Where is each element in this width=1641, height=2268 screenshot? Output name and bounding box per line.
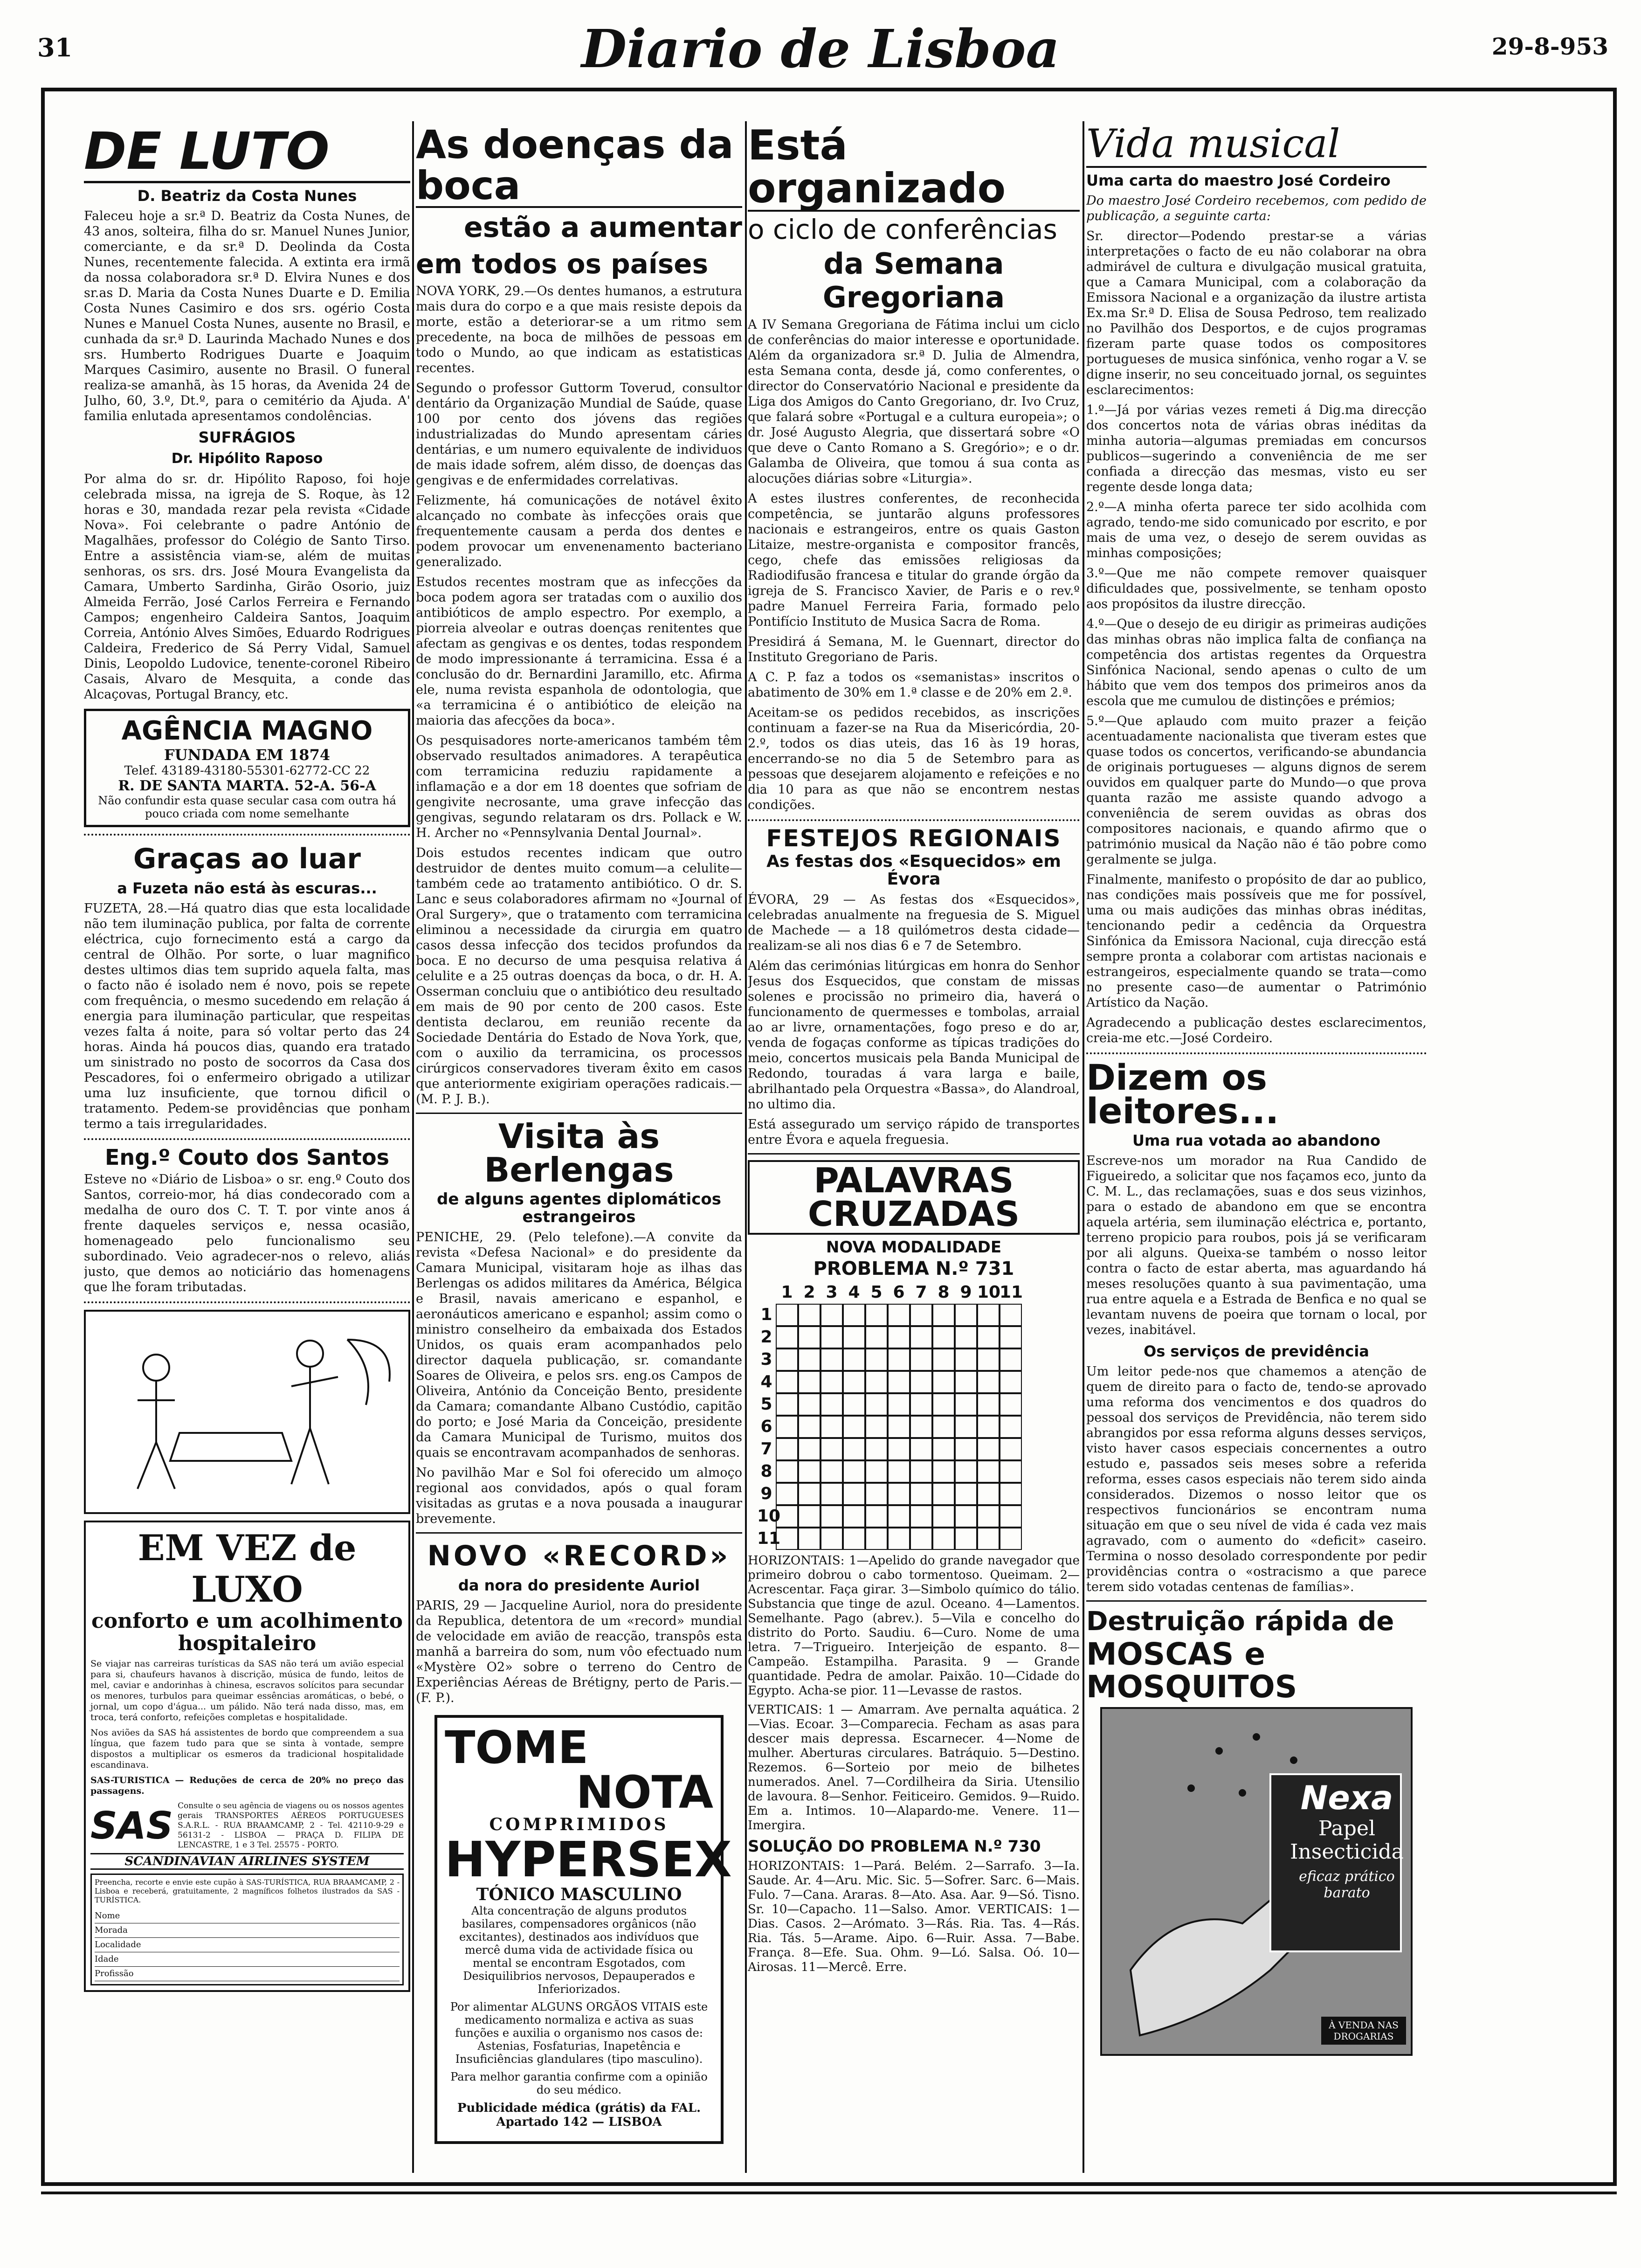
grid-cell[interactable] [932,1528,955,1550]
ad-nota: NOTA [576,1766,713,1819]
solution-heading: SOLUÇÃO DO PROBLEMA N.º 730 [748,1837,1041,1856]
grid-cell[interactable] [888,1371,910,1393]
grid-cell[interactable] [798,1528,820,1550]
gracas-text: FUZETA, 28.—Há quatro dias que esta localidade não tem iluminação publica, por falta de corrente eléctrica, cujo fornecimento está a cargo da central de Olhão. Por sorte, o luar magnifico destes ultimos dias tem suprido aquela falta, mas o facto não é isolado nem é novo, pois se repete com frequência, o mesmo sucedendo em relação á energia para iluminação particular, que respeitas vezes falta á noite, para só voltar perto das 24 horas. Ainda há poucos dias, quando era tratado um sinistrado no posto de socorros da Casa dos Pescadores, foi o enfermeiro obrigado a utilizar uma luz insuficiente, que tornou dificil o tratamento. Pedem-se providências que ponham termo a tais irregularidades. [84,901,410,1131]
vida-musical-paragraph: Agradecendo a publicação destes esclarecimentos, creia-me etc.—José Cordeiro. [1086,1016,1427,1045]
grid-cell[interactable] [776,1393,798,1416]
grid-column-number: 4 [848,1283,860,1302]
grid-cell[interactable] [798,1483,820,1505]
grid-cell[interactable] [865,1326,888,1348]
sas-subheadline: conforto e um acolhimento hospitaleiro [91,1609,403,1655]
grid-cell[interactable] [977,1460,1000,1483]
grid-row-number: 5 [760,1395,772,1414]
agencia-phone: Telef. 43189-43180-55301-62772-CC 22 [124,764,370,778]
grid-cell[interactable] [910,1348,932,1371]
crossword-horizontal-clues: HORIZONTAIS: 1—Apelido do grande navegador que primeiro dobrou o cabo tormentoso. Queimam. 2—Acrescentar. Faça girar. 3—Simbolo químico do tálio. Substancia que tinge de azul. Oceano. 4—Lamentos. Semelhante. Pago (abrev.). 5—Vila e concelho do distrito do Porto. Saudiu. 6—Curo. Nome de uma letra. 7—Trigueiro. Interjeição de espanto. 8—Campeão. Estampilha. Parasita. 9 — Grande quantidade. Pedra de amolar. Paixão. 10—Cidade do Egypto. Acha-se pior. 11—Levasse de rastos. [748,1554,1080,1698]
grid-column-number: 2 [803,1283,815,1302]
grid-row-number: 10 [757,1507,781,1526]
grid-cell[interactable] [776,1348,798,1371]
rua-heading: Uma rua votada ao abandono [1132,1132,1380,1149]
grid-cell[interactable] [798,1326,820,1348]
nexa-headline-2: MOSCAS e MOSQUITOS [1086,1636,1297,1705]
previdencia-text: Um leitor pede-nos que chamemos a atenção de quem de direito para o facto de, tendo-se aprovado uma reforma dos vencimentos e dos quadros do pessoal dos serviços de Previdência, não terem sido abrangidos por essa reforma alguns desses serviços, visto haver casos especiais concernentes a outro estudo e, passados seis meses sobre a referida reforma, esses casos especiais não terem sido ainda considerados. Dizemos o nosso leitor que os respectivos funcionários se encontram numa situação em que o seu nível de vida é cada vez mais agravado, com o aumento do «deficit» caseiro. Termina o nosso desolado correspondente por pedir providências contra o «ostracismo a que parece terem sido votadas centenas de famílias». [1086,1364,1427,1594]
grid-cell[interactable] [798,1371,820,1393]
column-divider [412,121,414,2173]
festejos-subheading: As festas dos «Esquecidos» em Évora [766,852,1061,889]
grid-cell[interactable] [820,1326,843,1348]
coupon-field-age[interactable]: Idade [95,1952,400,1967]
doencas-paragraph: NOVA YORK, 29.—Os dentes humanos, a estrutura mais dura do corpo e a que mais resiste depois da morte, estão a deteriorar-se a um ritmo sem precedente, na boca de milhões de pessoas em todo o Mundo, ao que indicam as estatisticas recentes. [416,284,742,375]
grid-cell[interactable] [910,1483,932,1505]
luto-text: Faleceu hoje a sr.ª D. Beatriz da Costa Nunes, de 43 anos, solteira, filha do sr. Manuel Nunes Junior, comerciante, e da sr.ª D. Deolinda da Costa Nunes, recentemente falecida. A extinta era irmã da nossa colaboradora sr.ª D. Elvira Nunes e dos sr.as D. Maria da Costa Nunes Duarte e D. Emilia Costa Nunes Casimiro e dos srs. ogério Costa Nunes e Manuel Costa Nunes, ausente no Brasil, e cunhada da sr.ª D. Laurinda Machado Nunes e dos srs. Humberto Rodrigues Duarte e Joaquim Marques Casimiro, ausente no Brasil. O funeral realiza-se amanhã, às 15 horas, da Avenida 24 de Julho, 60, 3.º, Dt.º, para o cemitério da Ajuda. A' familia enlutada apresentamos condolências. [84,209,410,423]
sas-logo: SAS [90,1804,173,1847]
grid-cell[interactable] [955,1528,977,1550]
luto-heading: DE LUTO [84,121,410,183]
doencas-heading-3: em todos os países [416,248,709,280]
grid-cell[interactable] [820,1416,843,1438]
newspaper-masthead: Diario de Lisboa [581,19,1060,80]
vida-musical-paragraph: 3.º—Que me não compete remover quaisquer dificuldades que, possivelmente, se tenham oposto aos propósitos da ilustre direcção. [1086,566,1427,611]
grid-cell[interactable] [955,1505,977,1528]
grid-cell[interactable] [888,1304,910,1326]
grid-cell[interactable] [977,1304,1000,1326]
doencas-paragraph: Felizmente, há comunicações de notável êxito alcançado no combate às infecções orais que frequentemente causam a perda dos dentes e podem provocar um envenenamento bacteriano generalizado. [416,493,742,569]
vida-musical-paragraph: 1.º—Já por várias vezes remeti á Dig.ma direcção dos concertos nota de várias obras inéditas da minha autoria—algumas premiadas em concursos publicos—sugerindo a conveniência de me ser confiada a direcção das mesmas, visto eu ser regente desde longa data; [1086,403,1427,494]
grid-cell[interactable] [1000,1460,1022,1483]
semana-paragraph: A C. P. faz a todos os «semanistas» inscritos o abatimento de 30% em 1.ª classe e de 20% em 2.ª. [748,670,1080,700]
issue-date: 29-8-953 [1491,33,1608,60]
grid-cell[interactable] [776,1416,798,1438]
grid-cell[interactable] [776,1438,798,1460]
coupon-field-locality[interactable]: Localidade [95,1938,400,1952]
grid-cell[interactable] [820,1348,843,1371]
gracas-heading: Graças ao luar [133,843,361,875]
grid-cell[interactable] [820,1505,843,1528]
grid-cell[interactable] [1000,1528,1022,1550]
sufragios-heading: SUFRÁGIOS [198,429,296,446]
divider [748,1153,1080,1155]
record-subheading: da nora do presidente Auriol [458,1577,700,1594]
sufragios-text: Por alma do sr. dr. Hipólito Raposo, foi hoje celebrada missa, na igreja de S. Roque, às 12 horas e 30, mandada rezar pela revista «Cidade Nova». Foi celebrante o padre António de Magalhães, professor do Colégio de Santo Tirso. Entre a assistência viam-se, além de muitas senhoras, os srs. drs. José Moura Evangelista da Camara, Umberto Sardinha, Girão Osorio, juiz Almeida Ferrão, José Carlos Ferreira e Fernando Campos; engenheiro Caldeira Santos, Joaquim Correia, António Alves Simões, Eduardo Rodrigues Caldeira, Frederico de Sá Perry Vidal, Samuel Dinis, Leopoldo Ludovice, tenente-coronel Ribeiro Casais, Alvaro de Mesquita, a conde das Alcaçovas, Portugal Brancy, etc. [84,472,410,702]
nexa-sale: À VENDA NAS DROGARIAS [1321,2017,1406,2045]
grid-cell[interactable] [1000,1393,1022,1416]
grid-cell[interactable] [843,1371,865,1393]
column-divider [745,121,747,2173]
ad-text-4: Publicidade médica (grátis) da FAL. Apartado 142 — LISBOA [457,2101,701,2129]
vida-musical-heading: Vida musical [1086,121,1427,168]
divider [84,1301,410,1303]
grid-cell[interactable] [843,1460,865,1483]
grid-cell[interactable] [888,1326,910,1348]
hypersex-ad [434,1715,732,2144]
berlengas-paragraph: PENICHE, 29. (Pelo telefone).—A convite da revista «Defesa Nacional» e do presidente da Camara Municipal, visitaram hoje as ilhas das Berlengas os adidos militares da América, Bélgica e Brasil, navais americano e espanhol, e aeronáuticos americano e espanhol; assim como o ministro conselheiro da embaixada dos Estados Unidos, os quais eram acompanhados pelo director daquela publicação, sr. comandante Soares de Oliveira, e pelos srs. eng.os Campos de Oliveira, António da Conceição Bento, presidente da Camara; comandante Albano Custódio, capitão do porto; e José Maria da Conceição, presidente da Camara Municipal de Turismo, muitos dos quais se encontravam acompanhados de senhoras. [416,1230,742,1460]
grid-cell[interactable] [955,1460,977,1483]
grid-cell[interactable] [1000,1505,1022,1528]
grid-cell[interactable] [776,1304,798,1326]
divider [1086,1052,1427,1054]
grid-cell[interactable] [932,1304,955,1326]
grid-cell[interactable] [820,1438,843,1460]
grid-cell[interactable] [843,1393,865,1416]
crossword-vertical-clues: VERTICAIS: 1 — Amarram. Ave pernalta aquática. 2—Vias. Ecoar. 3—Comparecia. Fecham as asas para descer mais depressa. Escarnecer. 4—Nome de mulher. Aberturas circulares. Batráquio. 5—Destino. Rezemos. 6—Sorteio por meio de bilhetes numerados. Anel. 7—Cordilheira da Siria. Utensilio de lavoura. 8—Senhor. Feiticeiro. Gemidos. 9—Ruido. Em a. Intimos. 10—Alapardo-me. Venere. 11—Imergira. [748,1703,1080,1832]
sas-ad [84,1521,410,1992]
page-number: 31 [37,33,73,62]
doencas-paragraph: Estudos recentes mostram que as infecções da boca podem agora ser tratadas com o auxilio dos antibióticos de amplo espectro. Por exemplo, a piorreia alveolar e outras doenças renitentes que afectam as gengivas e os dentes, todas respondem de modo impressionante á terramicina. Essa é a conclusão do dr. Bernardini Jaramillo, etc. Afirma ele, numa revista espanhola de odontologia, que «a terramicina é o antibiótico de eleição na maioria das afecções da boca». [416,575,742,728]
grid-cell[interactable] [776,1371,798,1393]
grid-cell[interactable] [798,1460,820,1483]
grid-cell[interactable] [1000,1416,1022,1438]
column-1 [84,121,410,2173]
grid-cell[interactable] [955,1304,977,1326]
grid-cell[interactable] [865,1483,888,1505]
grid-cell[interactable] [888,1348,910,1371]
grid-cell[interactable] [955,1393,977,1416]
record-text: PARIS, 29 — Jacqueline Auriol, nora do presidente da Republica, detentora de um «record» mundial de velocidade em avião de reacção, transpôs esta manhã a barreira do som, num vôo efectuado num «Mystère O2» sobre o terreno do Centro de Experiências Aéreas de Brétigny, perto de Paris.—(F. P.). [416,1598,742,1705]
grid-cell[interactable] [955,1326,977,1348]
grid-cell[interactable] [776,1326,798,1348]
grid-cell[interactable] [1000,1483,1022,1505]
grid-cell[interactable] [1000,1304,1022,1326]
crossword-heading: PALAVRAS CRUZADAS [748,1160,1080,1235]
grid-cell[interactable] [798,1304,820,1326]
grid-cell[interactable] [932,1326,955,1348]
grid-column-number: 5 [870,1283,883,1302]
grid-row-number: 3 [760,1350,772,1369]
grid-cell[interactable] [977,1393,1000,1416]
grid-column-number: 10 [977,1283,1001,1302]
grid-cell[interactable] [865,1348,888,1371]
sas-coupon-text: Preencha, recorte e envie este cupão à SAS-TURÍSTICA, RUA BRAAMCAMP, 2 - Lisboa e receberá, gratuitamente, 2 magníficos folhetos ilustrados da SAS - TURÍSTICA. [95,1878,400,1904]
ad-brand: HYPERSEX [445,1831,732,1888]
grid-cell[interactable] [888,1483,910,1505]
grid-cell[interactable] [910,1416,932,1438]
festejos-heading: FESTEJOS REGIONAIS [766,825,1062,852]
grid-row-number: 7 [760,1439,772,1459]
doencas-paragraph: Os pesquisadores norte-americanos também têm observado resultados animadores. A terapêutica com terramicina reduziu rapidamente a inflamação e a dor em 18 doentes que sofriam de gengivite necrosante, uma grave infecção das gengivas, segundo relataram os drs. Pollack e W. H. Archer no «Pennsylvania Dental Journal». [416,733,742,840]
grid-cell[interactable] [888,1438,910,1460]
grid-cell[interactable] [843,1304,865,1326]
grid-column-number: 7 [915,1283,927,1302]
crossword-problem: PROBLEMA N.º 731 [813,1258,1014,1279]
grid-cell[interactable] [977,1483,1000,1505]
grid-cell[interactable] [798,1393,820,1416]
ad-comprimidos: COMPRIMIDOS [489,1815,669,1834]
sas-price: SAS-TURISTICA — Reduções de cerca de 20% no preço das passagens. [90,1775,404,1796]
sas-airline: SCANDINAVIAN AIRLINES SYSTEM [90,1853,404,1870]
grid-cell[interactable] [798,1348,820,1371]
luto-name: D. Beatriz da Costa Nunes [137,187,357,205]
ad-text-1: Alta concentração de alguns produtos basilares, compensadores orgânicos (não excitantes), destinados aos indivíduos que mercê duma vida de actividade física ou mental se encontram Esgotados, com Desiquilibrios nervosos, Depauperados e Inferiorizados. [459,1904,699,1996]
grid-cell[interactable] [843,1483,865,1505]
grid-cell[interactable] [843,1326,865,1348]
grid-cell[interactable] [910,1505,932,1528]
nexa-product: Papel Insecticida [1290,1817,1404,1864]
cartoon-illustration [84,1310,410,1514]
grid-cell[interactable] [932,1460,955,1483]
grid-corner [757,1281,776,1304]
ad-text-3: Para melhor garantia confirme com a opinião do seu médico. [450,2070,708,2096]
grid-cell[interactable] [865,1393,888,1416]
grid-cell[interactable] [888,1505,910,1528]
grid-cell[interactable] [798,1416,820,1438]
semana-paragraph: A estes ilustres conferentes, de reconhecida competência, se juntarão alguns professores nacionais e estrangeiros, entre os quais Gaston Litaize, mestre-organista e compositor francês, cego, chefe das emissões religiosas da Radiodifusão francesa e titular do grande órgão da igreja de S. Francisco Xavier, de Paris e o rev.º padre Manuel Ferreira Faria, formado pelo Pontifício Instituto de Musica Sacra de Roma. [748,491,1080,629]
doencas-heading-2: estão a aumentar [464,211,742,244]
grid-cell[interactable] [955,1371,977,1393]
sas-headline: EM VEZ de LUXO [138,1527,357,1610]
grid-cell[interactable] [932,1348,955,1371]
coupon-field-name[interactable]: Nome [95,1909,400,1923]
grid-row-number: 6 [760,1417,772,1436]
gracas-subheading: a Fuzeta não está às escuras... [117,879,377,897]
grid-cell[interactable] [798,1438,820,1460]
sas-coupon[interactable] [90,1874,404,1985]
grid-cell[interactable] [910,1528,932,1550]
grid-cell[interactable] [820,1371,843,1393]
couto-text: Esteve no «Diário de Lisboa» o sr. eng.º Couto dos Santos, correio-mor, há dias condecorado com a medalha de ouro dos C. T. T. por vinte anos á frente daqueles serviços e, nessa ocasião, homenageado pelo funcionalismo seu subordinado. Veio agradecer-nos o relevo, aliás justo, que demos ao noticiário das homenagens que lhe foram tributadas. [84,1172,410,1294]
vida-musical-intro: Do maestro José Cordeiro recebemos, com pedido de publicação, a seguinte carta: [1086,194,1427,223]
grid-cell[interactable] [910,1438,932,1460]
sas-text: Se viajar nas carreiras turísticas da SAS não terá um avião especial para si, chaufeurs havanos à discrição, música de fundo, leitos de mel, caviar e andorinhas à chinesa, escravos solícitos para secundar os menores, turbulos para queimar essências aromáticas, o bebé, o jornal, um copo d'água... um pálido. Não terá nada disso, mas, em troca, terá conforto, refeições completas e hospitalidade. [90,1659,404,1722]
semana-heading-2: o ciclo de conferências [748,214,1057,245]
grid-cell[interactable] [955,1348,977,1371]
record-heading: NOVO «RECORD» [427,1540,731,1572]
semana-paragraph: A IV Semana Gregoriana de Fátima inclui um ciclo de conferências do maior interesse e oportunidade. Além da organizadora sr.ª D. Julia de Almendra, esta Semana conta, desde já, como conferentes, o director do Conservatório Nacional e presidente da Liga dos Amigos do Canto Gregoriano, dr. Ivo Cruz, que falará sobre «Portugal e a cultura europeia»; o dr. José Augusto Alegria, que dissertará sobre «O que deve o Canto Romano a S. Gregório»; e o dr. Galamba de Oliveira, que tomou á sua conta as alocuções diárias sobre «Liturgia». [748,318,1080,486]
semana-heading-3: da Semana Gregoriana [822,247,1005,314]
doencas-heading: As doenças da boca [416,124,742,208]
grid-cell[interactable] [843,1348,865,1371]
grid-cell[interactable] [955,1483,977,1505]
nexa-ad-illustration [1100,1707,1413,2056]
divider [84,834,410,836]
divider [416,1113,742,1114]
grid-cell[interactable] [932,1371,955,1393]
semana-paragraph: Presidirá á Semana, M. le Guennart, director do Instituto Gregoriano de Paris. [748,635,1080,664]
grid-cell[interactable] [865,1304,888,1326]
grid-cell[interactable] [977,1528,1000,1550]
agencia-address: R. DE SANTA MARTA. 52-A. 56-A [118,778,376,794]
grid-column-number: 8 [938,1283,950,1302]
grid-cell[interactable] [843,1438,865,1460]
grid-column-number: 3 [826,1283,838,1302]
nexa-headline: Destruição rápida de [1086,1606,1394,1637]
rua-text: Escreve-nos um morador na Rua Candido de Figueiredo, a solicitar que nos façamos eco, junto da C. M. L., das reclamações, suas e dos seus vizinhos, para o estado de abandono em que se encontra aquela artéria, sem iluminação eléctrica e, portanto, terreno propicio para roubos, pois já se verificaram por ali alguns. Queixa-se também o nosso leitor contra o facto de estar aberta, mas aguardando há meses resoluções quanto à sua pavimentação, uma rua entre aquela e a Estrada de Benfica e no qual se levantam nuvens de poeira que tornam o local, por vezes, inabitável. [1086,1154,1427,1337]
nexa-slogan: eficaz prático barato [1299,1868,1395,1901]
grid-row-number: 1 [760,1305,772,1324]
grid-cell[interactable] [977,1438,1000,1460]
grid-cell[interactable] [865,1528,888,1550]
grid-cell[interactable] [977,1416,1000,1438]
vida-musical-paragraph: 2.º—A minha oferta parece ter sido acolhida com agrado, tendo-me sido comunicado por escrito, e por mais de uma vez, o desejo de serem ouvidas as minhas composições; [1086,500,1427,560]
grid-cell[interactable] [1000,1438,1022,1460]
grid-cell[interactable] [865,1416,888,1438]
grid-cell[interactable] [820,1528,843,1550]
grid-column-number: 1 [781,1283,793,1302]
ad-tome: TOME [445,1722,589,1774]
grid-cell[interactable] [820,1460,843,1483]
grid-column-number: 9 [960,1283,972,1302]
grid-cell[interactable] [865,1438,888,1460]
grid-cell[interactable] [932,1438,955,1460]
couto-heading: Eng.º Couto dos Santos [104,1145,390,1170]
festejos-paragraph: ÉVORA, 29 — As festas dos «Esquecidos», celebradas anualmente na freguesia de S. Miguel de Machede — a 18 quilómetros desta cidade—realizam-se ali nos dias 6 e 7 de Setembro. [748,892,1080,953]
grid-cell[interactable] [977,1505,1000,1528]
grid-cell[interactable] [798,1505,820,1528]
ad-text-2: Por alimentar ALGUNS ORGÃOS VITAIS este medicamento normaliza e activa as suas funções e auxilia o organismo nos casos de: Astenias, Fosfaturias, Inapetência e Insuficiências glandulares (tipo masculino). [450,2000,708,2066]
vida-musical-paragraph: 5.º—Que aplaudo com muito prazer a feição acentuadamente nacionalista que tiveram estes que quase todos os concertos, verificando-se abundancia de originais portugueses — alguns dignos de serem ouvidos em qualquer parte do Mundo—o que prova quanta razão me assiste quando advogo a conveniência de serem ouvidas as obras dos compositores nacionais, e quando afirmo que o património musical da Nação não é tão pobre como geralmente se julga. [1086,714,1427,867]
vida-musical-paragraph: 4.º—Que o desejo de eu dirigir as primeiras audições das minhas obras não implica falta de confiança na competência dos artistas regentes da Orquestra Sinfónica Nacional, sendo apenas o culto de um hábito que vem dos tempos dos primeiros anos da escola que me cumulou de distinções e prémios; [1086,617,1427,708]
column-2 [416,121,742,2173]
crossword-modality: NOVA MODALIDADE [826,1238,1002,1257]
grid-cell[interactable] [932,1505,955,1528]
grid-row-number: 11 [757,1529,781,1548]
divider [84,1138,410,1140]
grid-row-number: 8 [760,1462,772,1481]
grid-cell[interactable] [776,1528,798,1550]
grid-cell[interactable] [888,1416,910,1438]
doencas-paragraph: Dois estudos recentes indicam que outro destruidor de dentes muito comum—a celulite—também cede ao tratamento antibiótico. O dr. S. Lanc e seus colaboradores afirmam no «Journal of Oral Surgery», que o tratamento com terramicina eliminou a necessidade da cirurgia em quatro casos dessa infecção dos tecidos profundos da boca. E no decurso de uma pesquisa relativa á celulite e a 25 outras doenças da boca, o dr. H. A. Osserman concluiu que o antibiótico deu resultado em mais de 90 por cento de 200 casos. Este dentista declarou, em reunião recente da Sociedade Dentária do Estado de Nova York, que, com o auxilio da terramicina, os processos cirúrgicos conservadores tiveram êxito em casos que anteriormente exigiriam operações radicais.—(M. P. J. B.). [416,846,742,1106]
coupon-field-profession[interactable]: Profissão [95,1967,400,1981]
grid-cell[interactable] [865,1371,888,1393]
grid-column-number: 11 [1000,1283,1023,1302]
grid-row-number: 2 [760,1328,772,1347]
grid-cell[interactable] [865,1505,888,1528]
grid-cell[interactable] [820,1393,843,1416]
illustration-drawing [86,1312,408,1512]
grid-cell[interactable] [932,1393,955,1416]
doencas-paragraph: Segundo o professor Guttorm Toverud, consultor dentário da Organização Mundial de Saúde, quase 100 por cento dos jóvens das regiões industrializadas do Mundo apresentam cáries dentárias, e um numero equivalente de individuos de mais idade sofrem, além disso, de doenças das gengivas e de enfermidades correlativas. [416,381,742,488]
grid-cell[interactable] [955,1438,977,1460]
column-4 [1086,121,1427,2173]
grid-cell[interactable] [888,1393,910,1416]
grid-cell[interactable] [910,1460,932,1483]
agencia-title: AGÊNCIA MAGNO [121,716,373,746]
leitores-heading: Dizem os leitores... [1086,1057,1279,1132]
column-divider [1083,121,1084,2173]
agencia-note: Não confundir esta quase secular casa com outra há pouco criada com nome semelhante [98,794,396,820]
grid-cell[interactable] [977,1371,1000,1393]
berlengas-heading: Visita às Berlengas [484,1117,674,1189]
grid-cell[interactable] [932,1483,955,1505]
coupon-field-address[interactable]: Morada [95,1923,400,1938]
grid-cell[interactable] [977,1326,1000,1348]
agencia-subtitle: FUNDADA EM 1874 [164,746,331,764]
berlengas-subheading: de alguns agentes diplomáticos estrangeiros [437,1190,721,1226]
grid-cell[interactable] [888,1528,910,1550]
grid-cell[interactable] [776,1460,798,1483]
grid-cell[interactable] [776,1505,798,1528]
grid-row-number: 4 [760,1372,772,1391]
divider [416,1532,742,1534]
grid-cell[interactable] [888,1460,910,1483]
grid-cell[interactable] [843,1528,865,1550]
grid-cell[interactable] [843,1416,865,1438]
grid-cell[interactable] [820,1483,843,1505]
sas-contact: Consulte o seu agência de viagens ou os nossos agentes gerais TRANSPORTES AÉREOS PORTUGUESES S.A.R.L. - RUA BRAAMCAMP, 2 - Tel. 42110-9-29 e 56131-2 - LISBOA — PRAÇA D. FILIPA DE LENCASTRE, 1 e 3 Tel. 25575 - PORTO. [178,1801,404,1850]
grid-cell[interactable] [820,1304,843,1326]
previdencia-heading: Os serviços de previdência [1144,1342,1369,1360]
vida-musical-paragraph: Finalmente, manifesto o propósito de dar ao publico, nas condições mais possíveis que me for possível, uma ou mais audições das minhas obras inéditas, tencionando pedir a cedência da Orquestra Sinfónica da Emissora Nacional, cuja direcção está sempre pronta a colaborar com artistas nacionais e estrangeiros, especialmente quando se trata—como no presente caso—de aumentar o Património Artístico da Nação. [1086,872,1427,1010]
festejos-paragraph: Além das cerimónias litúrgicas em honra do Senhor Jesus dos Esquecidos, que constam de missas solenes e procissão no primeiro dia, haverá o funcionamento de quermesses e tombolas, arraial ao ar livre, ornamentações, fogo preso e do ar, venda de fogaças conforme as típicas tradições do meio, concertos musicais pela Banda Municipal de Redondo, touradas á vara larga e baile, abrilhantado pela Orquestra «Bassa», do Alandroal, no ultimo dia. [748,959,1080,1112]
ad-tonic: TÓNICO MASCULINO [476,1885,682,1904]
grid-cell[interactable] [955,1416,977,1438]
divider [1086,1600,1427,1602]
grid-cell[interactable] [910,1304,932,1326]
nexa-brand: Nexa [1300,1779,1393,1817]
crossword-grid[interactable] [757,1281,1080,1550]
grid-cell[interactable] [977,1348,1000,1371]
grid-column-number: 6 [893,1283,905,1302]
grid-cell[interactable] [910,1326,932,1348]
solution-text: HORIZONTAIS: 1—Pará. Belém. 2—Sarrafo. 3—Ia. Saude. Ar. 4—Aru. Mic. Sic. 5—Sofrer. Sarc. 6—Mais. Fulo. 7—Cana. Araras. 8—Ato. Asa. Aar. 9—Só. Tisno. Sr. 10—Capacho. 11—Salso. Amor. VERTICAIS: 1—Dias. Casos. 2—Arómato. 3—Rás. Ria. Tas. 4—Rás. Ria. Tás. 5—Arame. Aipo. 6—Ruir. Assa. 7—Babe. França. 8—Efe. Sua. Ohm. 9—Ló. Salsa. Oó. 10—Airosas. 11—Mercê. Erre. [748,1859,1080,1974]
divider [748,819,1080,821]
berlengas-paragraph: No pavilhão Mar e Sol foi oferecido um almoço regional aos convidados, após o qual foram visitadas as grutas e a nova pousada a inaugurar brevemente. [416,1466,742,1526]
grid-cell[interactable] [1000,1371,1022,1393]
grid-cell[interactable] [865,1460,888,1483]
festejos-paragraph: Está assegurado um serviço rápido de transportes entre Évora e aquela freguesia. [748,1117,1080,1147]
semana-heading: Está organizado [748,124,1080,212]
grid-cell[interactable] [843,1505,865,1528]
vida-musical-subheading: Uma carta do maestro José Cordeiro [1086,172,1391,189]
grid-row-number: 9 [760,1484,772,1503]
semana-paragraph: Aceitam-se os pedidos recebidos, as inscrições continuam a fazer-se na Rua da Misericórdia, 20-2.º, todos os dias uteis, das 16 às 19 horas, encerrando-se no dia 5 de Setembro para as pessoas que desejarem alojamento e refeições e no dia 10 para as que não se encontrem nestas condições. [748,705,1080,812]
grid-cell[interactable] [1000,1348,1022,1371]
sufragios-name: Dr. Hipólito Raposo [171,450,323,467]
bottom-rule [41,2192,1617,2194]
masthead-bar [0,0,1641,84]
vida-musical-paragraph: Sr. director—Podendo prestar-se a várias interpretações o facto de eu não colaborar na obra admirável de cultura e divulgação musical gratuita, que a Camara Municipal, com a colaboração da Emissora Nacional e a organização da ilustre artista Ex.ma Sr.ª D. Elisa de Sousa Pedroso, tem realizado no Pavilhão dos Desportos, e de cujos programas fizeram parte quase todos os compositores portugueses de musica sinfónica, venho rogar a V. se digne inserir, no seu conceituado jornal, os seguintes esclarecimentos: [1086,229,1427,397]
grid-cell[interactable] [776,1483,798,1505]
agencia-magno-ad [84,709,410,827]
grid-cell[interactable] [1000,1326,1022,1348]
grid-cell[interactable] [932,1416,955,1438]
sas-text-2: Nos aviões da SAS há assistentes de bordo que compreendem a sua língua, que fazem tudo para que se sinta à vontade, sempre dispostos a multiplicar os esmeros da tradicional hospitalidade escandinava. [90,1728,404,1770]
grid-cell[interactable] [910,1371,932,1393]
grid-cell[interactable] [910,1393,932,1416]
column-3 [748,121,1080,2173]
